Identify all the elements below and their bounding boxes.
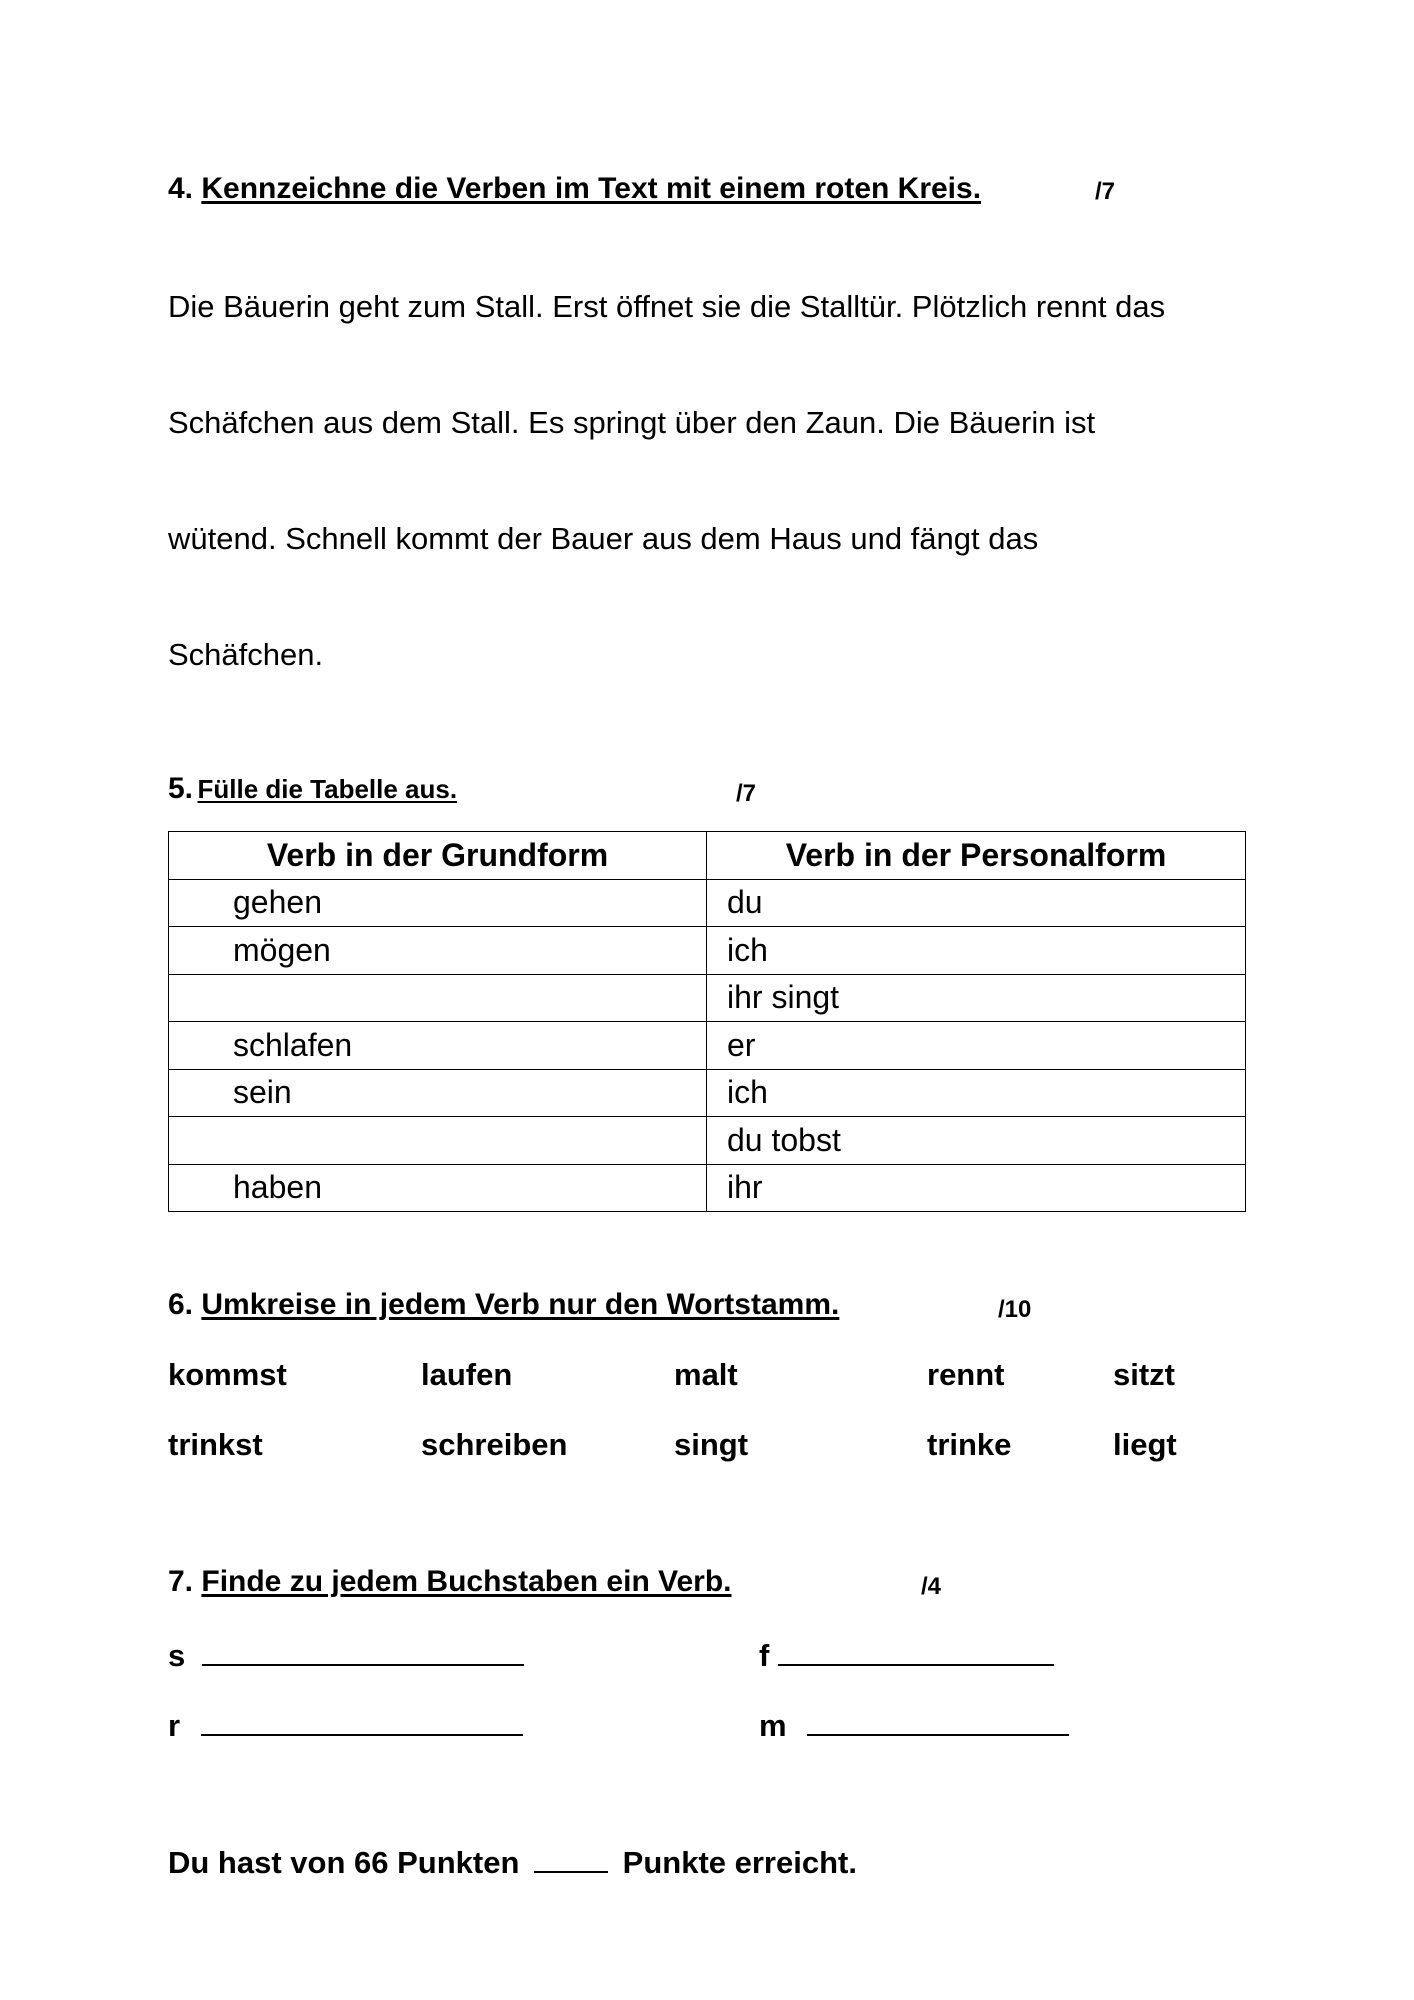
grundform-cell: gehen xyxy=(169,879,707,927)
table-row xyxy=(169,1117,1246,1165)
task4-number: 4. xyxy=(168,172,194,205)
task4-text-line-2: Schäfchen aus dem Stall. Es springt über den Zaun. Die Bäuerin ist xyxy=(168,405,1096,440)
personalform-cell: ihr singt xyxy=(707,974,1246,1022)
task7-points: /4 xyxy=(921,1573,942,1600)
verb-word: trinke xyxy=(927,1427,1012,1462)
task4-points: /7 xyxy=(1095,178,1116,205)
score-text-before: Du hast von 66 Punkten xyxy=(168,1845,520,1880)
grundform-cell: haben xyxy=(169,1164,707,1212)
verb-word: schreiben xyxy=(421,1427,568,1462)
table-row xyxy=(169,1069,1246,1117)
verb-word: sitzt xyxy=(1113,1357,1175,1392)
personalform-cell: ich xyxy=(707,927,1246,975)
personalform-cell: ihr xyxy=(707,1164,1246,1212)
task4-text-line-4: Schäfchen. xyxy=(168,637,324,672)
task5-points: /7 xyxy=(736,780,757,807)
grundform-cell: schlafen xyxy=(169,1022,707,1070)
task4-text-line-1: Die Bäuerin geht zum Stall. Erst öffnet sie die Stalltür. Plötzlich rennt das xyxy=(168,289,1166,324)
letter-label: m xyxy=(759,1708,787,1743)
letter-label: r xyxy=(168,1708,181,1743)
verb-word: trinkst xyxy=(168,1427,263,1462)
task6-points: /10 xyxy=(998,1296,1032,1323)
personalform-cell: er xyxy=(707,1022,1246,1070)
task5-number: 5. xyxy=(168,772,194,805)
task7-heading xyxy=(168,1565,732,1599)
letter-label: s xyxy=(168,1638,186,1673)
column-header-personalform: Verb in der Personalform xyxy=(707,832,1246,880)
answer-line[interactable] xyxy=(202,1636,524,1666)
task5-heading xyxy=(168,772,457,806)
letter-answer-f[interactable] xyxy=(759,1636,1054,1674)
task4-heading xyxy=(168,172,981,206)
score-input-line[interactable] xyxy=(534,1843,608,1873)
answer-line[interactable] xyxy=(807,1706,1069,1736)
verb-word: singt xyxy=(674,1427,749,1462)
task7-number: 7. xyxy=(168,1565,194,1598)
personalform-cell: ich xyxy=(707,1069,1246,1117)
personalform-cell: du tobst xyxy=(707,1117,1246,1165)
column-header-grundform: Verb in der Grundform xyxy=(169,832,707,880)
grundform-cell xyxy=(169,974,707,1022)
task6-number: 6. xyxy=(168,1288,194,1321)
grundform-cell xyxy=(169,1117,707,1165)
grundform-cell: mögen xyxy=(169,927,707,975)
answer-line[interactable] xyxy=(778,1636,1054,1666)
letter-answer-m[interactable] xyxy=(759,1706,1069,1744)
table-row xyxy=(169,1022,1246,1070)
verb-word: malt xyxy=(674,1357,738,1392)
score-summary xyxy=(168,1843,857,1881)
score-text-after: Punkte erreicht. xyxy=(622,1845,857,1880)
table-header-row xyxy=(169,832,1246,880)
answer-line[interactable] xyxy=(201,1706,523,1736)
personalform-cell: du xyxy=(707,879,1246,927)
table-row xyxy=(169,879,1246,927)
task6-title: Umkreise in jedem Verb nur den Wortstamm. xyxy=(201,1288,840,1321)
task4-title: Kennzeichne die Verben im Text mit einem roten Kreis. xyxy=(201,172,982,205)
grundform-cell: sein xyxy=(169,1069,707,1117)
table-row xyxy=(169,974,1246,1022)
task5-title: Fülle die Tabelle aus. xyxy=(197,774,458,804)
table-row xyxy=(169,927,1246,975)
task6-heading xyxy=(168,1288,839,1322)
verb-word: laufen xyxy=(421,1357,513,1392)
verb-word: kommst xyxy=(168,1357,287,1392)
letter-answer-r[interactable] xyxy=(168,1706,523,1744)
task4-text-line-3: wütend. Schnell kommt der Bauer aus dem Haus und fängt das xyxy=(168,521,1039,556)
verb-word: rennt xyxy=(927,1357,1005,1392)
verb-word: liegt xyxy=(1113,1427,1177,1462)
table-row xyxy=(169,1164,1246,1212)
task7-title: Finde zu jedem Buchstaben ein Verb. xyxy=(201,1565,732,1598)
verb-table xyxy=(168,831,1246,1212)
letter-answer-s[interactable] xyxy=(168,1636,524,1674)
letter-label: f xyxy=(759,1638,770,1673)
